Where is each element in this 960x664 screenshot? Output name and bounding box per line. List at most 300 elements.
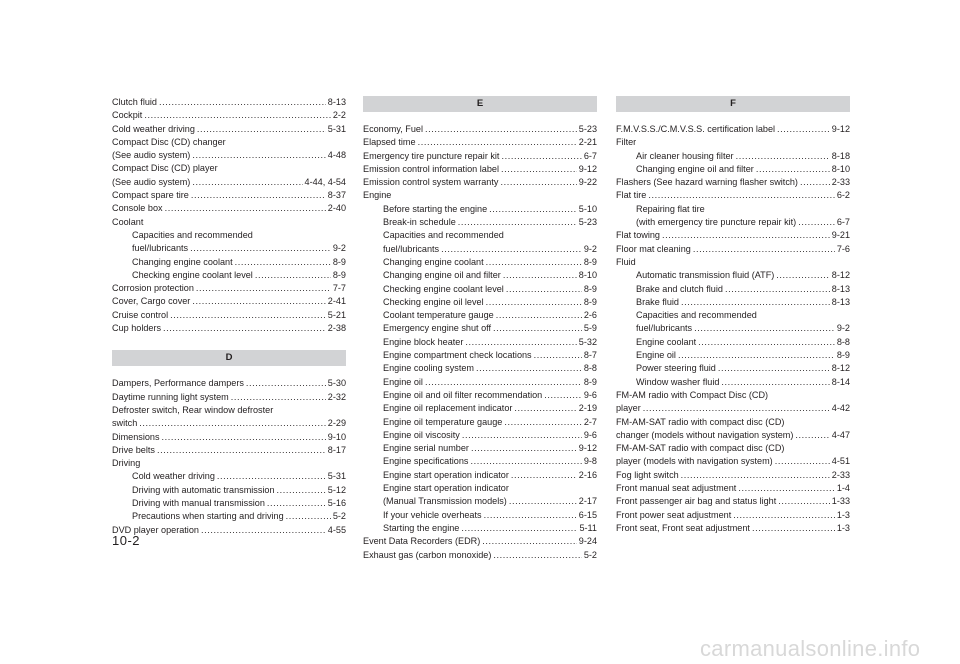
dot-leader: [698, 336, 835, 349]
dot-leader: [144, 109, 331, 122]
index-subentry: [363, 362, 597, 375]
page-reference[interactable]: 9-8: [583, 456, 597, 467]
index-subentry: [112, 510, 346, 523]
page-reference[interactable]: 8-9: [836, 350, 850, 361]
dot-leader: [509, 495, 577, 508]
entry-text: Cover, Cargo cover: [112, 296, 191, 307]
entry-row: [636, 163, 850, 176]
dot-leader: [721, 376, 829, 389]
page-reference[interactable]: 1-3: [836, 509, 850, 520]
watermark: carmanualsonline.info: [700, 636, 921, 661]
entry-text: Driving with manual transmission: [132, 498, 265, 509]
entry-text-line: Defroster switch, Rear window defroster: [112, 404, 274, 415]
index-entry: [616, 389, 850, 416]
dot-leader: [482, 535, 577, 548]
entry-row: [383, 509, 597, 522]
page-reference[interactable]: 2-6: [583, 310, 597, 321]
page-reference[interactable]: 5-16: [327, 498, 346, 509]
entry-row: [636, 269, 850, 282]
dot-leader: [458, 216, 577, 229]
page-reference[interactable]: 2-7: [583, 416, 597, 427]
entry-row: [636, 376, 850, 389]
entry-text: Engine oil: [383, 376, 423, 387]
index-column-3: [616, 96, 850, 535]
index-subentry: [363, 216, 597, 229]
entry-text: Fog light switch: [616, 469, 679, 480]
entry-text: Engine oil replacement indicator: [383, 403, 513, 414]
dot-leader: [678, 349, 835, 362]
entry-text: Checking engine oil level: [383, 296, 484, 307]
dot-leader: [165, 202, 326, 215]
entry-text: Engine: [363, 190, 392, 201]
index-subentry: [616, 203, 850, 230]
entry-row: [112, 123, 346, 136]
index-entry: [363, 123, 597, 136]
page-reference[interactable]: 1-3: [836, 522, 850, 533]
entry-text: Brake and clutch fluid: [636, 283, 723, 294]
entry-row: [636, 150, 850, 163]
entry-text: Front manual seat adjustment: [616, 483, 737, 494]
entry-text-line: Capacities and recommended: [383, 230, 504, 241]
index-entry: [616, 509, 850, 522]
index-subentry: [363, 309, 597, 322]
entry-row: [616, 509, 850, 522]
dot-leader: [504, 416, 582, 429]
entry-text-line: FM-AM-SAT radio with compact disc (CD): [616, 416, 785, 427]
entry-text: Automatic transmission fluid (ATF): [636, 270, 775, 281]
entry-text: Compact spare tire: [112, 190, 189, 201]
entry-text: Engine cooling system: [383, 363, 474, 374]
entry-row: [112, 96, 346, 109]
entry-text: Drive belts: [112, 444, 155, 455]
page-reference[interactable]: 1-33: [831, 496, 850, 507]
page-reference[interactable]: 9-12: [578, 163, 597, 174]
index-subentry: [616, 296, 850, 309]
page-reference[interactable]: 8-12: [831, 363, 850, 374]
entry-text: player (models with navigation system): [616, 456, 773, 467]
page-reference[interactable]: 8-13: [831, 296, 850, 307]
index-subentry: [616, 362, 850, 375]
dot-leader: [489, 203, 577, 216]
index-entry: [363, 189, 597, 202]
page-reference[interactable]: 8-37: [327, 190, 346, 201]
page-reference[interactable]: 8-9: [332, 256, 346, 267]
entry-row: [616, 402, 850, 415]
index-subentry: [363, 349, 597, 362]
entry-row: [132, 242, 346, 255]
entry-row: [363, 549, 597, 562]
entry-row: [383, 283, 597, 296]
entry-text: Front passenger air bag and status light: [616, 496, 777, 507]
page-reference[interactable]: 9-24: [578, 536, 597, 547]
page-reference[interactable]: 2-33: [831, 177, 850, 188]
page-reference[interactable]: 8-17: [327, 444, 346, 455]
page-reference[interactable]: 8-10: [831, 163, 850, 174]
page-reference[interactable]: 5-31: [327, 123, 346, 134]
page-reference[interactable]: 9-12: [831, 124, 850, 134]
page-reference[interactable]: 8-13: [831, 283, 850, 294]
dot-leader: [756, 163, 830, 176]
dot-leader: [503, 269, 577, 282]
index-subentry: [363, 402, 597, 415]
entry-text: Engine compartment check locations: [383, 350, 532, 361]
page-reference[interactable]: 8-13: [327, 97, 346, 107]
page-reference[interactable]: 9-6: [583, 389, 597, 400]
index-entry: [112, 162, 346, 189]
page-reference[interactable]: 8-8: [836, 336, 850, 347]
page-reference[interactable]: 2-17: [578, 496, 597, 507]
entry-row: [636, 349, 850, 362]
dot-leader: [159, 96, 326, 109]
page-reference[interactable]: 5-11: [579, 522, 597, 533]
page-reference[interactable]: 2-19: [578, 403, 597, 414]
dot-leader: [197, 123, 326, 136]
dot-leader: [693, 243, 835, 256]
dot-leader: [681, 469, 830, 482]
entry-text: Emergency engine shut off: [383, 323, 492, 334]
entry-text: switch: [112, 418, 138, 429]
entry-row: [616, 455, 850, 468]
page-reference[interactable]: 5-2: [332, 511, 346, 522]
entry-text: (with emergency tire puncture repair kit): [636, 217, 797, 228]
page-reference[interactable]: 8-7: [583, 350, 597, 361]
entry-row: [132, 510, 346, 523]
index-subentry: [616, 269, 850, 282]
dot-leader: [425, 376, 582, 389]
page-reference[interactable]: 9-2: [836, 323, 850, 334]
entry-row: [132, 497, 346, 510]
entry-text: Cup holders: [112, 323, 162, 334]
page-reference[interactable]: 4-51: [831, 456, 850, 467]
entry-text: Clutch fluid: [112, 97, 157, 107]
page-reference[interactable]: 9-22: [578, 177, 597, 188]
page-reference[interactable]: 4-44, 4-54: [304, 176, 346, 187]
index-subentry: [363, 256, 597, 269]
dot-leader: [681, 296, 830, 309]
page-reference[interactable]: 2-41: [327, 296, 346, 307]
entry-text: Window washer fluid: [636, 376, 720, 387]
index-column-1: [112, 96, 346, 537]
dot-leader: [425, 123, 577, 136]
dot-leader: [484, 509, 577, 522]
dot-leader: [511, 469, 577, 482]
index-entry: [112, 457, 346, 470]
dot-leader: [157, 444, 326, 457]
section-gap: [112, 335, 346, 350]
page-reference[interactable]: 2-29: [327, 418, 346, 429]
page-reference[interactable]: 9-21: [831, 230, 850, 241]
dot-leader: [486, 296, 582, 309]
page-reference[interactable]: 8-9: [332, 269, 346, 280]
entry-row: [383, 309, 597, 322]
entry-text: Driving with automatic transmission: [132, 484, 275, 495]
entry-text: fuel/lubricants: [132, 243, 189, 254]
entry-row: [383, 296, 597, 309]
entry-text: Flashers (See hazard warning flasher switch): [616, 177, 798, 188]
entry-row: [383, 216, 597, 229]
entry-row: [132, 269, 346, 282]
entry-text: Engine oil: [636, 350, 676, 361]
index-subentry: [363, 389, 597, 402]
entry-row: [616, 189, 850, 202]
page-reference[interactable]: 5-32: [578, 336, 597, 347]
dot-leader: [235, 256, 331, 269]
page-reference[interactable]: 8-18: [831, 150, 850, 161]
index-subentry: [363, 322, 597, 335]
page-reference[interactable]: 2-32: [327, 391, 346, 402]
entry-text: player: [616, 403, 641, 414]
page-reference[interactable]: 9-2: [583, 243, 597, 254]
entry-text: If your vehicle overheats: [383, 509, 482, 520]
index-entry: [616, 136, 850, 149]
index-entry: [616, 522, 850, 535]
entry-row: [112, 149, 346, 162]
entry-text-line: Capacities and recommended: [132, 229, 253, 240]
page-reference[interactable]: 2-38: [327, 323, 346, 334]
entry-text: Engine serial number: [383, 443, 469, 454]
page-reference[interactable]: 5-30: [327, 378, 346, 389]
index-subentry: [112, 484, 346, 497]
entry-text: Coolant: [112, 216, 144, 227]
index-subentry: [616, 349, 850, 362]
index-subentry: [363, 482, 597, 509]
page-reference[interactable]: 2-16: [578, 469, 597, 480]
entry-row: [112, 524, 346, 537]
entry-text-line: FM-AM radio with Compact Disc (CD): [616, 389, 769, 400]
dot-leader: [778, 495, 830, 508]
index-entry: [112, 216, 346, 229]
dot-leader: [795, 429, 829, 442]
page-reference[interactable]: 5-23: [578, 217, 597, 228]
entry-text: Checking engine coolant level: [383, 283, 504, 294]
entry-row: [616, 522, 850, 535]
entry-row: [112, 176, 346, 189]
index-subentry: [616, 336, 850, 349]
entry-text: Elapsed time: [363, 137, 416, 148]
page-reference[interactable]: 4-47: [831, 429, 850, 440]
index-subentry: [363, 469, 597, 482]
index-entry: [616, 495, 850, 508]
page-reference[interactable]: 2-33: [831, 469, 850, 480]
entry-text: Engine oil and oil filter recommendation: [383, 389, 543, 400]
index-subentry: [363, 376, 597, 389]
index-subentry: [112, 470, 346, 483]
page-reference[interactable]: 2-2: [332, 110, 346, 121]
entry-row: [616, 136, 850, 149]
page-reference[interactable]: 9-12: [578, 443, 597, 454]
entry-row: [383, 442, 597, 455]
entry-text: Exhaust gas (carbon monoxide): [363, 549, 492, 560]
page-reference[interactable]: 5-2: [583, 549, 597, 560]
entry-text: Cold weather driving: [112, 123, 195, 134]
entry-text: F.M.V.S.S./C.M.V.S.S. certification label: [616, 124, 776, 134]
dot-leader: [738, 482, 835, 495]
index-subentry: [363, 203, 597, 216]
index-subentry: [363, 442, 597, 455]
index-entry: [112, 431, 346, 444]
dot-leader: [648, 189, 835, 202]
index-entry: [112, 282, 346, 295]
entry-row: [112, 431, 346, 444]
dot-leader: [461, 522, 577, 535]
index-entry: [112, 136, 346, 163]
index-entry: [112, 524, 346, 537]
dot-leader: [190, 242, 331, 255]
page-reference[interactable]: 8-12: [831, 270, 850, 281]
dot-leader: [476, 362, 582, 375]
entry-text-line: Repairing flat tire: [636, 203, 705, 214]
dot-leader: [192, 149, 325, 162]
entry-text: Floor mat cleaning: [616, 243, 691, 254]
index-entry: [616, 243, 850, 256]
entry-text: Front seat, Front seat adjustment: [616, 522, 750, 533]
entry-text: Changing engine oil and filter: [383, 270, 501, 281]
page-reference[interactable]: 8-10: [578, 270, 597, 281]
index-entry: [363, 136, 597, 149]
entry-row: [383, 349, 597, 362]
entry-text: Emission control system warranty: [363, 177, 499, 188]
entry-row: [132, 470, 346, 483]
dot-leader: [800, 176, 830, 189]
page-reference[interactable]: 8-14: [831, 376, 850, 387]
entry-row: [616, 229, 850, 242]
entry-row: [112, 295, 346, 308]
dot-leader: [217, 470, 326, 483]
page-reference[interactable]: 4-42: [831, 403, 850, 414]
page-reference[interactable]: 5-9: [583, 323, 597, 334]
entry-row: [363, 163, 597, 176]
entry-row: [112, 216, 346, 229]
index-subentry: [616, 376, 850, 389]
entry-row: [383, 429, 597, 442]
index-entry: [616, 123, 850, 136]
dot-leader: [501, 163, 577, 176]
index-entry: [363, 176, 597, 189]
entry-text: Engine oil temperature gauge: [383, 416, 503, 427]
entry-row: [383, 455, 597, 468]
entry-row: [383, 322, 597, 335]
page-reference[interactable]: 8-9: [583, 256, 597, 267]
page-reference[interactable]: 7-7: [332, 283, 346, 294]
page-reference[interactable]: 6-2: [836, 190, 850, 201]
page-number: 10-2: [112, 533, 141, 548]
page-reference[interactable]: 5-12: [327, 484, 346, 495]
entry-text: Checking engine coolant level: [132, 269, 253, 280]
page-reference[interactable]: 1-4: [836, 483, 850, 494]
index-entry: [616, 176, 850, 189]
entry-row: [383, 469, 597, 482]
entry-text: (See audio system): [112, 176, 191, 187]
entry-text: DVD player operation: [112, 524, 199, 535]
index-subentry: [112, 229, 346, 256]
entry-row: [112, 189, 346, 202]
entry-row: [383, 336, 597, 349]
entry-row: [383, 522, 597, 535]
dot-leader: [776, 269, 830, 282]
index-entry: [363, 150, 597, 163]
entry-text: Daytime running light system: [112, 391, 229, 402]
page-reference[interactable]: 6-7: [836, 217, 850, 228]
dot-leader: [500, 176, 576, 189]
entry-text: (Manual Transmission models): [383, 496, 507, 507]
index-entry: [112, 391, 346, 404]
dot-leader: [501, 150, 581, 163]
page-reference[interactable]: 6-7: [583, 150, 597, 161]
page-reference[interactable]: 8-9: [583, 296, 597, 307]
dot-leader: [246, 377, 326, 390]
page-reference[interactable]: 2-21: [578, 137, 597, 148]
dot-leader: [506, 283, 582, 296]
dot-leader: [694, 322, 835, 335]
dot-leader: [662, 229, 830, 242]
dot-leader: [471, 442, 577, 455]
page-reference[interactable]: 7-6: [836, 243, 850, 254]
entry-row: [112, 322, 346, 335]
index-entry: [112, 322, 346, 335]
page-reference[interactable]: 8-9: [583, 376, 597, 387]
page-reference[interactable]: 4-48: [327, 150, 346, 161]
dot-leader: [798, 216, 835, 229]
index-subentry: [616, 283, 850, 296]
entry-row: [383, 269, 597, 282]
entry-text: Engine block heater: [383, 336, 464, 347]
section-header: D: [112, 350, 346, 366]
entry-text: Changing engine oil and filter: [636, 163, 754, 174]
entry-row: [616, 495, 850, 508]
entry-text: Console box: [112, 203, 163, 214]
entry-row: [616, 469, 850, 482]
entry-text: Front power seat adjustment: [616, 509, 732, 520]
page-reference[interactable]: 8-9: [583, 283, 597, 294]
dot-leader: [736, 150, 830, 163]
entry-row: [363, 535, 597, 548]
entry-text: Air cleaner housing filter: [636, 150, 734, 161]
index-subentry: [363, 416, 597, 429]
entry-row: [132, 484, 346, 497]
page-reference[interactable]: 5-21: [327, 309, 346, 320]
index-subentry: [616, 150, 850, 163]
entry-row: [616, 482, 850, 495]
index-entry: [112, 96, 346, 109]
entry-text: Filter: [616, 137, 637, 148]
entry-text: Fluid: [616, 256, 636, 267]
dot-leader: [191, 189, 326, 202]
entry-row: [616, 243, 850, 256]
page-reference[interactable]: 5-10: [578, 203, 597, 214]
entry-row: [363, 176, 597, 189]
entry-text: Engine oil viscosity: [383, 429, 460, 440]
entry-text: fuel/lubricants: [636, 323, 693, 334]
page-reference[interactable]: 9-2: [332, 243, 346, 254]
entry-text: Changing engine coolant: [383, 256, 484, 267]
index-entry: [112, 123, 346, 136]
entry-text: Engine coolant: [636, 336, 697, 347]
page-reference[interactable]: 6-15: [578, 509, 597, 520]
index-subentry: [112, 269, 346, 282]
entry-text: Coolant temperature gauge: [383, 310, 494, 321]
entry-text: Starting the engine: [383, 522, 460, 533]
page-reference[interactable]: 5-23: [578, 124, 597, 134]
page-reference[interactable]: 9-10: [327, 431, 346, 442]
entry-text: Dampers, Performance dampers: [112, 378, 244, 389]
entry-text: Dimensions: [112, 431, 160, 442]
page-reference[interactable]: 5-31: [327, 471, 346, 482]
index-entry: [112, 295, 346, 308]
page-reference[interactable]: 4-55: [327, 524, 346, 535]
page-reference[interactable]: 8-8: [583, 363, 597, 374]
page-reference[interactable]: 9-6: [583, 429, 597, 440]
page-reference[interactable]: 2-40: [327, 203, 346, 214]
